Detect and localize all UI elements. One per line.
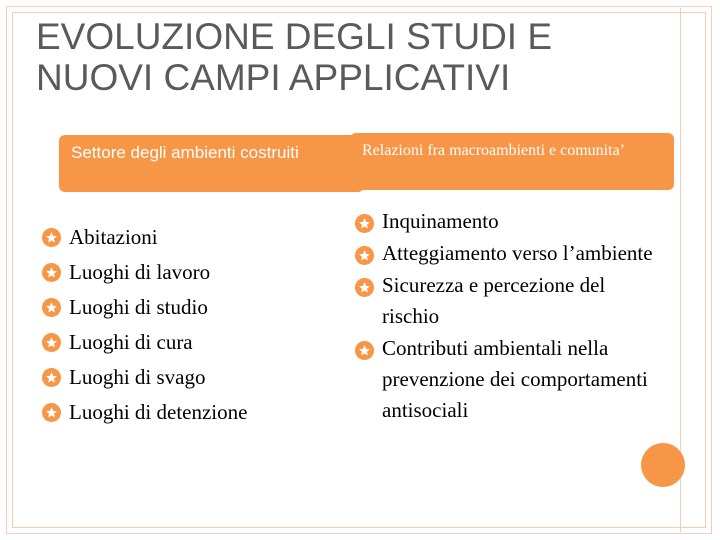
list-item-text: Luoghi di svago: [69, 365, 206, 389]
list-item-text: Luoghi di detenzione: [69, 400, 248, 424]
list-item: [42, 360, 342, 395]
list-item-text: Luoghi di studio: [69, 295, 208, 319]
list-item: [355, 206, 655, 237]
list-item-text: Inquinamento: [382, 209, 499, 233]
star-bullet-icon: [355, 278, 374, 297]
list-item: [42, 220, 342, 255]
list-item-text: Atteggiamento verso l’ambiente: [382, 241, 653, 265]
star-bullet-icon: [355, 246, 374, 265]
slide-frame-rail: [680, 8, 712, 532]
left-column-header: Settore degli ambienti costruiti: [59, 135, 364, 192]
list-item-text: Abitazioni: [69, 225, 158, 249]
right-bullet-list: [355, 206, 655, 427]
star-bullet-icon: [42, 403, 61, 422]
list-item: [355, 270, 655, 332]
star-bullet-icon: [42, 228, 61, 247]
left-bullet-list: [42, 220, 342, 430]
list-item-text: Contributi ambientali nella prevenzione dei comportamenti antisociali: [382, 336, 648, 422]
right-column-header: Relazioni fra macroambienti e comunita’: [350, 133, 674, 190]
star-bullet-icon: [355, 341, 374, 360]
list-item-text: Luoghi di cura: [69, 330, 193, 354]
star-bullet-icon: [42, 263, 61, 282]
slide-title: EVOLUZIONE DEGLI STUDI E NUOVI CAMPI APPLICATIVI: [36, 16, 553, 98]
list-item: [42, 290, 342, 325]
list-item: [355, 333, 655, 426]
star-bullet-icon: [42, 368, 61, 387]
list-item: [42, 395, 342, 430]
decorative-circle: [641, 443, 685, 487]
list-item-text: Sicurezza e percezione del rischio: [382, 273, 606, 328]
star-bullet-icon: [42, 298, 61, 317]
star-bullet-icon: [355, 214, 374, 233]
list-item: [42, 255, 342, 290]
list-item: [42, 325, 342, 360]
list-item: [355, 238, 655, 269]
star-bullet-icon: [42, 333, 61, 352]
list-item-text: Luoghi di lavoro: [69, 260, 211, 284]
